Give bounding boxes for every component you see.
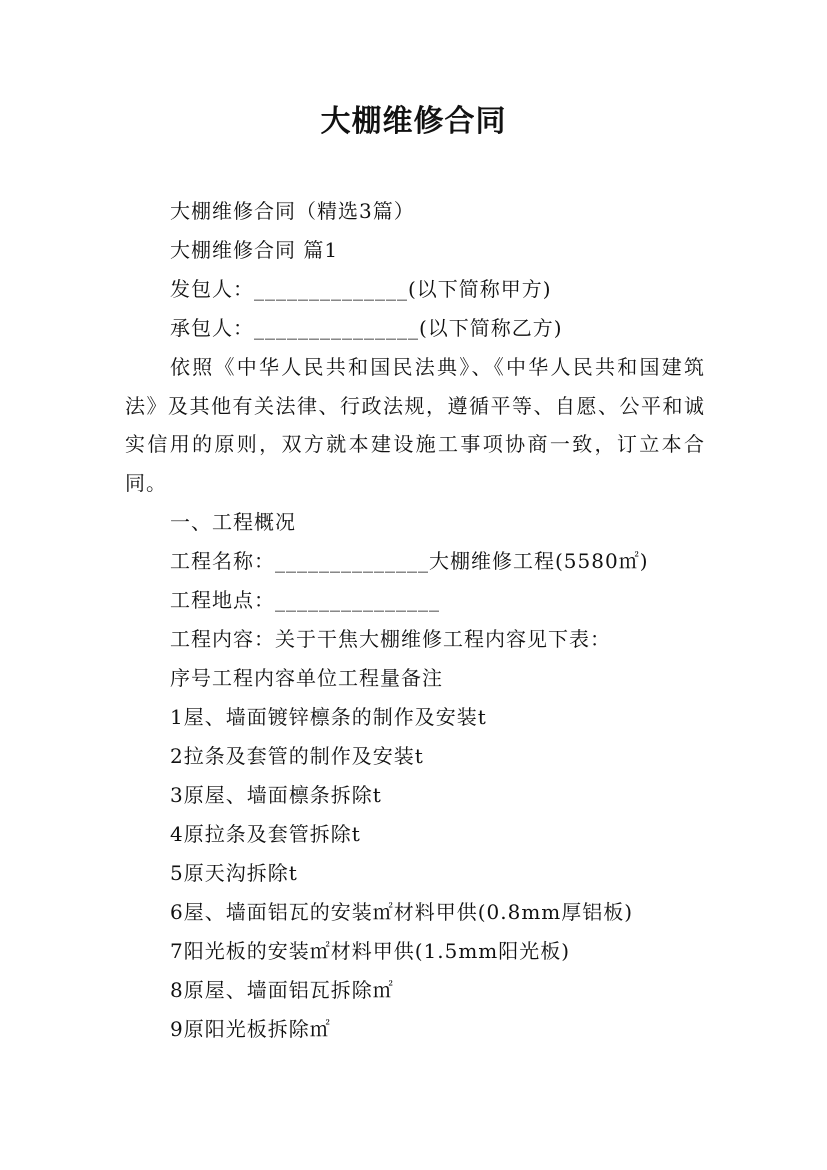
list-item: 3原屋、墙面檩条拆除t xyxy=(170,783,382,807)
list-item: 4原拉条及套管拆除t xyxy=(170,822,361,846)
list-item: 2拉条及套管的制作及安装t xyxy=(170,744,424,768)
document-title: 大棚维修合同 xyxy=(320,104,507,139)
project-location-line: 工程地点：_______________ xyxy=(170,588,440,612)
intro-paragraph: 依照《中华人民共和国民法典》、《中华人民共和国建筑法》及其他有关法律、行政法规，遵循平等、自愿、公平和诚实信用的原则，双方就本建设施工事项协商一致，订立本合同。 xyxy=(125,355,705,495)
chapter-line: 大棚维修合同 篇1 xyxy=(170,238,339,262)
list-item: 7阳光板的安装㎡材料甲供(1.5mm阳光板) xyxy=(170,939,571,963)
list-item: 1屋、墙面镀锌檩条的制作及安装t xyxy=(170,705,487,729)
employer-line: 发包人：______________(以下简称甲方) xyxy=(170,277,552,301)
list-item: 5原天沟拆除t xyxy=(170,861,298,885)
list-item: 8原屋、墙面铝瓦拆除㎡ xyxy=(170,978,394,1002)
subtitle-line: 大棚维修合同（精选3篇） xyxy=(170,199,415,223)
table-header-line: 序号工程内容单位工程量备注 xyxy=(170,666,443,690)
project-content-line: 工程内容：关于干焦大棚维修工程内容见下表： xyxy=(170,627,611,651)
section-heading: 一、工程概况 xyxy=(170,510,296,534)
list-item: 6屋、墙面铝瓦的安装㎡材料甲供(0.8mm厚铝板) xyxy=(170,900,634,924)
list-item: 9原阳光板拆除㎡ xyxy=(170,1017,331,1041)
contractor-line: 承包人：_______________(以下简称乙方) xyxy=(170,316,563,340)
project-name-line: 工程名称：______________大棚维修工程(5580㎡) xyxy=(170,549,649,573)
